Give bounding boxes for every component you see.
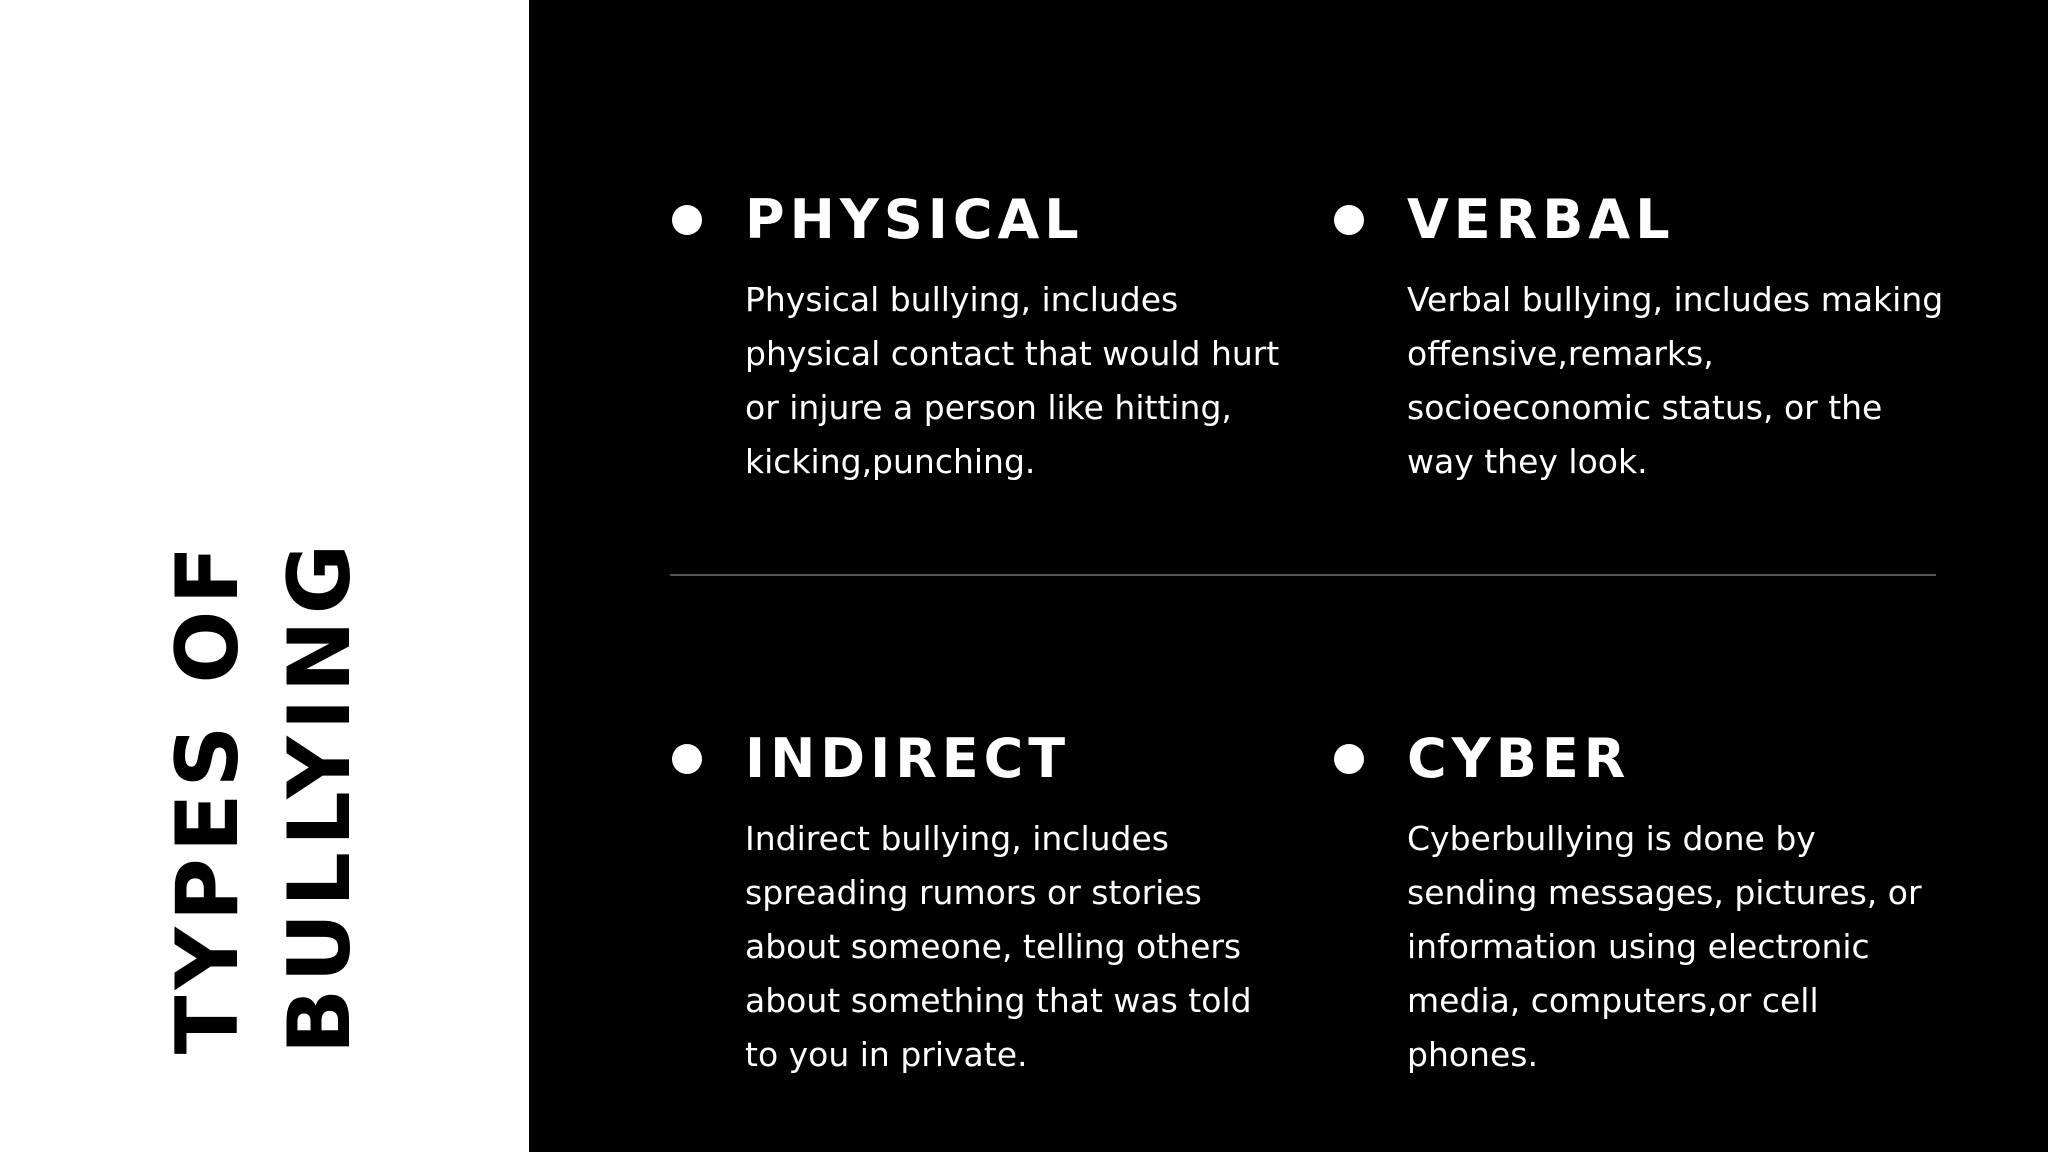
- slide-title: [152, 538, 376, 1054]
- item-description: Indirect bullying, includes spreading rumors or stories about someone, telling others about something that was told to you in private.: [745, 819, 1252, 1074]
- item-description: Cyberbullying is done by sending messages, pictures, or information using electronic media, computers,or cell phones.: [1407, 819, 1922, 1074]
- item-heading: CYBER: [1407, 727, 1631, 790]
- item-indirect: [745, 722, 1285, 1082]
- item-verbal: [1407, 183, 1947, 489]
- title-line-2: BULLYING: [270, 537, 370, 1055]
- bullet-icon: [1334, 744, 1364, 774]
- title-panel: [0, 0, 529, 1152]
- item-heading: PHYSICAL: [745, 188, 1084, 251]
- item-heading: INDIRECT: [745, 727, 1071, 790]
- bullet-icon: [1334, 205, 1364, 235]
- bullet-icon: [672, 205, 702, 235]
- bullet-icon: [672, 744, 702, 774]
- section-divider: [670, 574, 1936, 576]
- item-description: Physical bullying, includes physical contact that would hurt or injure a person like hitting, kicking,punching.: [745, 280, 1280, 481]
- item-heading: VERBAL: [1407, 188, 1675, 251]
- item-description: Verbal bullying, includes making offensive,remarks, socioeconomic status, or the way they look.: [1407, 280, 1944, 481]
- title-line-1: TYPES OF: [158, 539, 258, 1055]
- item-physical: [745, 183, 1285, 489]
- item-cyber: [1407, 722, 1947, 1082]
